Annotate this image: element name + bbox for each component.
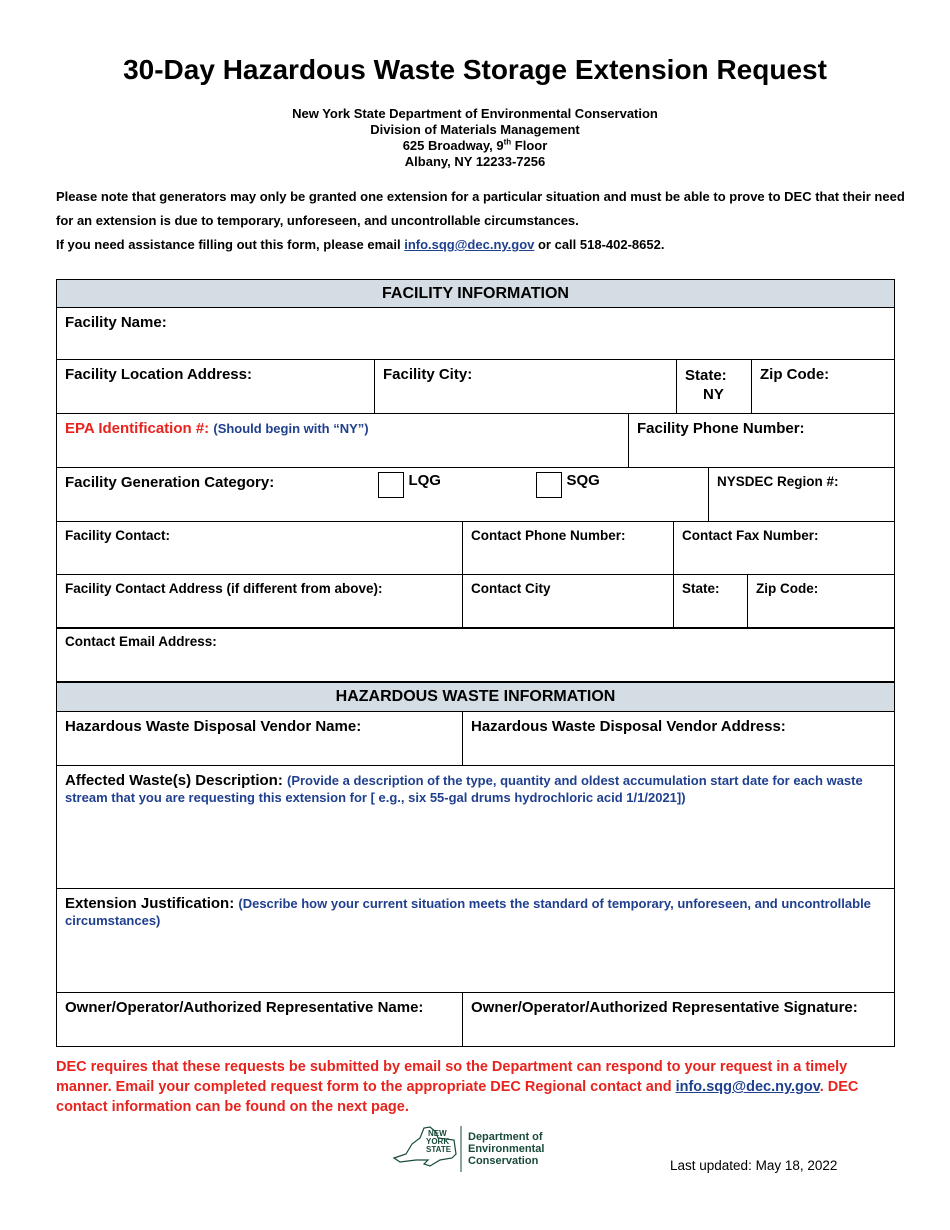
sqg-option[interactable]: SQG — [536, 472, 600, 498]
sqg-checkbox[interactable] — [536, 472, 562, 498]
facility-zip-field[interactable]: Zip Code: — [760, 366, 830, 383]
facility-city-field[interactable]: Facility City: — [383, 366, 473, 383]
epa-id-field[interactable]: EPA Identification #: (Should begin with “NY”) — [65, 420, 369, 437]
logo-state-new: NEW — [428, 1129, 447, 1138]
lqg-checkbox[interactable] — [378, 472, 404, 498]
assist-email-link[interactable]: info.sqg@dec.ny.gov — [404, 237, 535, 252]
lqg-option[interactable]: LQG — [378, 472, 441, 498]
facility-contact-field[interactable]: Facility Contact: — [65, 528, 171, 543]
division-name: Division of Materials Management — [370, 122, 580, 137]
footer-email-link[interactable]: info.sqg@dec.ny.gov — [675, 1079, 820, 1095]
page-title: 30-Day Hazardous Waste Storage Extension Request — [123, 54, 827, 85]
agency-address — [0, 106, 950, 170]
instructions — [56, 185, 906, 257]
region-field[interactable]: NYSDEC Region #: — [717, 474, 839, 489]
contact-address-field[interactable]: Facility Contact Address (if different from above): — [65, 581, 383, 596]
contact-state-field[interactable]: State: — [682, 581, 720, 596]
contact-fax-field[interactable]: Contact Fax Number: — [682, 528, 819, 543]
contact-email-field[interactable]: Contact Email Address: — [65, 634, 217, 649]
extension-note: Please note that generators may only be granted one extension for a particular situation and must be able to prove to DEC that their need for an extension is due to temporary, unforeseen, and uncontrollable circumstances. — [56, 189, 905, 228]
facility-state-field[interactable]: State: NY — [677, 360, 751, 413]
facility-location-field[interactable]: Facility Location Address: — [65, 366, 252, 383]
contact-phone-field[interactable]: Contact Phone Number: — [471, 528, 626, 543]
submission-note: DEC requires that these requests be submitted by email so the Department can respond to your request in a timely manner. Email your completed request form to the appropriate DEC Regional contact and info.sqg@dec.ny.gov. DEC contact information can be found on the next page. — [56, 1059, 859, 1115]
logo-state-state: STATE — [426, 1145, 452, 1154]
facility-name-field[interactable]: Facility Name: — [65, 314, 167, 331]
facility-section-header: FACILITY INFORMATION — [57, 280, 894, 308]
rep-signature-field[interactable]: Owner/Operator/Authorized Representative Signature: — [471, 999, 858, 1016]
vendor-name-field[interactable]: Hazardous Waste Disposal Vendor Name: — [65, 718, 362, 735]
last-updated: Last updated: May 18, 2022 — [670, 1158, 838, 1173]
assistance-note: If you need assistance filling out this form, please email info.sqg@dec.ny.gov or call 518-402-8652. — [56, 237, 665, 252]
logo-department-text: Department of Environmental Conservation — [468, 1131, 545, 1167]
rep-name-field[interactable]: Owner/Operator/Authorized Representative Name: — [65, 999, 424, 1016]
contact-city-field[interactable]: Contact City — [471, 581, 551, 596]
facility-phone-field[interactable]: Facility Phone Number: — [637, 420, 805, 437]
waste-section-header: HAZARDOUS WASTE INFORMATION — [57, 683, 894, 711]
agency-name: New York State Department of Environmental Conservation — [292, 106, 658, 121]
request-form — [56, 279, 895, 1047]
logo-state-york: YORK — [426, 1137, 450, 1146]
vendor-address-field[interactable]: Hazardous Waste Disposal Vendor Address: — [471, 718, 786, 735]
affected-waste-field[interactable]: Affected Waste(s) Description: (Provide a description of the type, quantity and oldest accumulation start date for each waste stream that you are requesting this extension for [ e.g., six 55-gal drums hydrochloric acid 1/1/2021]) — [65, 772, 863, 805]
contact-zip-field[interactable]: Zip Code: — [756, 581, 819, 596]
city-line: Albany, NY 12233-7256 — [404, 154, 546, 169]
justification-field[interactable]: Extension Justification: (Describe how your current situation meets the standard of temporary, unforeseen, and uncontrollable circumstances) — [65, 895, 871, 928]
facility-state-value: NY — [703, 386, 724, 403]
generation-category-field: Facility Generation Category: — [65, 474, 275, 491]
street-address: 625 Broadway, 9th Floor — [402, 137, 548, 153]
